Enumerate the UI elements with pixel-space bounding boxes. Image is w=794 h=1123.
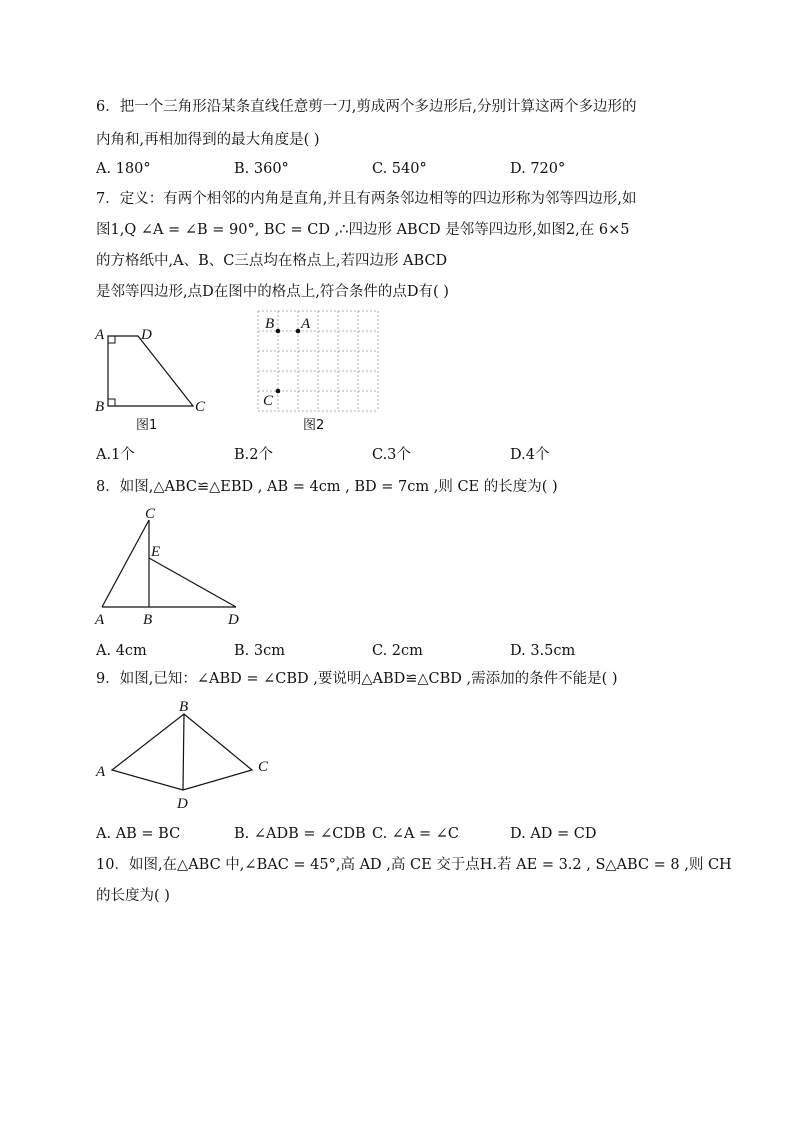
q8-label-b: B <box>143 612 153 628</box>
q7-figure-1 <box>90 320 220 432</box>
grid-lines <box>258 311 378 411</box>
grid-point-c <box>276 389 281 394</box>
fig1-label-a: A <box>95 327 105 343</box>
q6-option-b: B. 360° <box>234 161 289 177</box>
q7-stem-line-2: 图1,Q ∠A = ∠B = 90°, BC = CD ,∴四边形 ABCD 是邻等四边形,如图2,在 6×5 <box>96 222 630 238</box>
q9-label-c: C <box>258 759 269 775</box>
fig1-label-b: B <box>95 399 105 415</box>
q9-label-d: D <box>177 796 188 812</box>
q7-option-d: D.4个 <box>510 447 550 463</box>
q8-option-a: A. 4cm <box>96 643 147 659</box>
q8-option-d: D. 3.5cm <box>510 643 576 659</box>
q8-option-b: B. 3cm <box>234 643 285 659</box>
fig2-caption: 图2 <box>303 418 325 432</box>
q10-stem-line-1: 10．如图,在△ABC 中,∠BAC = 45°,高 AD ,高 CE 交于点H.若 AE = 3.2 , S△ABC = 8 ,则 CH <box>96 857 732 873</box>
q7-stem-line-4: 是邻等四边形,点D在图中的格点上,符合条件的点D有( ) <box>96 284 449 300</box>
q9-option-b: B. ∠ADB = ∠CDB <box>234 826 366 842</box>
fig2-label-a: A <box>301 316 311 332</box>
q6-option-c: C. 540° <box>372 161 427 177</box>
q8-label-c: C <box>145 506 156 522</box>
grid-point-a <box>296 329 301 334</box>
grid-point-b <box>276 329 281 334</box>
fig1-caption: 图1 <box>136 418 158 432</box>
q8-figure <box>90 500 250 630</box>
fig1-label-c: C <box>195 399 206 415</box>
q7-stem-line-3: 的方格纸中,A、B、C三点均在格点上,若四边形 ABCD <box>96 253 448 269</box>
q9-figure <box>90 695 280 820</box>
q8-stem: 8．如图,△ABC≌△EBD , AB = 4cm , BD = 7cm ,则 CE 的长度为( ) <box>96 479 558 495</box>
q9-stem: 9．如图,已知：∠ABD = ∠CBD ,要说明△ABD≌△CBD ,需添加的条件不能是( ) <box>96 671 618 687</box>
q9-option-d: D. AD = CD <box>510 826 597 842</box>
fig2-label-b: B <box>265 316 275 332</box>
q10-stem-line-2: 的长度为( ) <box>96 888 170 904</box>
q8-option-c: C. 2cm <box>372 643 423 659</box>
q9-option-a: A. AB = BC <box>96 826 181 842</box>
q7-option-a: A.1个 <box>96 447 135 463</box>
q9-label-b: B <box>179 699 189 715</box>
q8-label-e: E <box>151 544 161 560</box>
q9-option-c: C. ∠A = ∠C <box>372 826 460 842</box>
q6-option-a: A. 180° <box>96 161 151 177</box>
q9-label-a: A <box>96 764 106 780</box>
fig2-label-c: C <box>263 393 274 409</box>
q8-label-a: A <box>95 612 105 628</box>
q7-figure-2 <box>255 308 385 432</box>
fig1-label-d: D <box>141 327 152 343</box>
q7-stem-line-1: 7．定义：有两个相邻的内角是直角,并且有两条邻边相等的四边形称为邻等四边形,如 <box>96 191 637 207</box>
q8-label-d: D <box>228 612 239 628</box>
q7-option-b: B.2个 <box>234 447 273 463</box>
q6-stem-line-2: 内角和,再相加得到的最大角度是( ) <box>96 132 320 148</box>
q7-option-c: C.3个 <box>372 447 411 463</box>
q6-option-d: D. 720° <box>510 161 566 177</box>
q6-stem-line-1: 6．把一个三角形沿某条直线任意剪一刀,剪成两个多边形后,分别计算这两个多边形的 <box>96 99 637 115</box>
